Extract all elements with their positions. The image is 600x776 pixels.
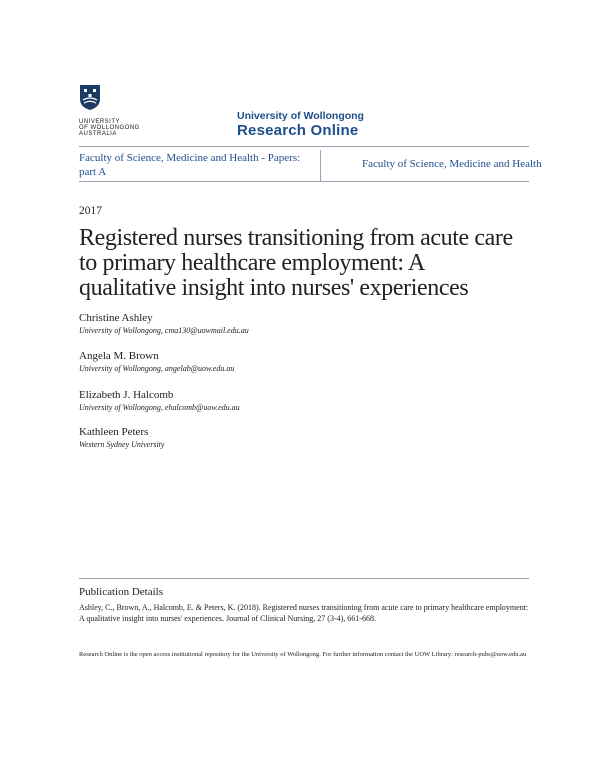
- repository-footer-note: Research Online is the open access institutional repository for the University of Wollongong. For further information contact the UOW Library: research-pubs@uow.edu.au: [79, 651, 527, 658]
- author-affiliation: Western Sydney University: [79, 440, 165, 449]
- publication-details-text: Ashley, C., Brown, A., Halcomb, E. & Peters, K. (2018). Registered nurses transitioning from acute care to primary healthcare employment: A qualitative insight into nurses' experiences. Journal of Clinical Nursing, 27 (3-4), 661-668.: [79, 603, 529, 623]
- author-block: [79, 350, 234, 374]
- author-name: Elizabeth J. Halcomb: [79, 389, 174, 401]
- crest-icon: [79, 84, 101, 111]
- publication-year: 2017: [79, 205, 102, 217]
- repository-name-link[interactable]: Research Online: [237, 122, 359, 139]
- top-divider: [79, 146, 529, 147]
- university-logo: [79, 84, 149, 137]
- publication-details-heading: Publication Details: [79, 586, 164, 598]
- author-block: [79, 389, 240, 413]
- logo-line: AUSTRALIA: [79, 131, 117, 137]
- faculty-link[interactable]: Faculty of Science, Medicine and Health: [362, 158, 542, 170]
- author-affiliation[interactable]: University of Wollongong, angelab@uow.edu.au: [79, 364, 235, 373]
- repository-university-link[interactable]: University of Wollongong: [237, 110, 364, 122]
- logo-wordmark: [79, 119, 149, 137]
- author-block: [79, 312, 249, 336]
- publication-divider: [79, 578, 529, 579]
- repository-header: [237, 110, 364, 139]
- paper-title: Registered nurses transitioning from acute care to primary healthcare employment: A qualitative insight into nurses' experiences: [79, 225, 513, 301]
- author-affiliation[interactable]: University of Wollongong, ehalcomb@uow.edu.au: [79, 403, 240, 412]
- author-affiliation[interactable]: University of Wollongong, cma130@uowmail.edu.au: [79, 326, 249, 335]
- author-name: Angela M. Brown: [79, 350, 159, 362]
- bottom-divider: [79, 181, 529, 182]
- logo-line: UNIVERSITY: [79, 119, 121, 125]
- column-divider: [320, 150, 321, 181]
- papers-collection-link[interactable]: Faculty of Science, Medicine and Health - Papers: part A: [79, 152, 301, 178]
- author-name: Kathleen Peters: [79, 426, 149, 438]
- author-block: [79, 426, 164, 450]
- author-name: Christine Ashley: [79, 312, 153, 324]
- logo-line: OF WOLLONGONG: [79, 125, 140, 131]
